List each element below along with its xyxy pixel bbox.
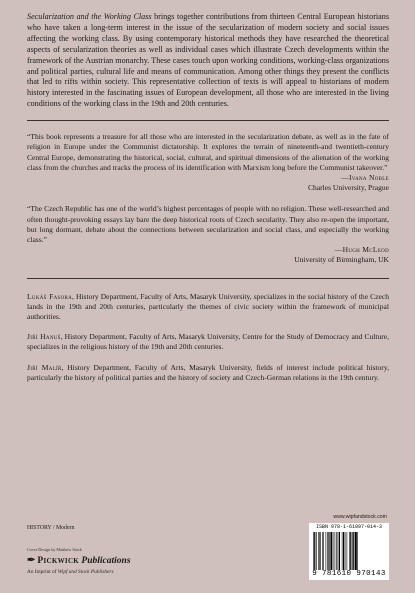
barcode-bar [336, 532, 337, 570]
barcode-bar [329, 532, 330, 570]
imprint-line: An Imprint of Wipf and Stock Publishers [27, 569, 114, 575]
divider [27, 278, 389, 279]
isbn-number: ISBN 978-1-61097-014-3 [315, 524, 382, 530]
bisac-category: HISTORY / Modern [27, 525, 75, 531]
barcode-bar [335, 532, 336, 570]
barcode-bar [338, 532, 339, 570]
barcode-bars [313, 532, 385, 570]
endorsement-quote: “The Czech Republic has one of the world’s highest percentages of people with no religion. These well-researched and often thought-provoking essays lay bare the deep historical roots of Czech secularity. They also re-open the important, but long dormant, debate about the connections between secularization and social class, and especially the working class.” [27, 204, 389, 244]
cover-design-credit: Cover Design by Matthew Stock [27, 547, 82, 552]
barcode-bar [333, 532, 334, 570]
barcode-bar [326, 532, 327, 570]
barcode-bar [350, 532, 351, 570]
description-text: brings together contributions from thirteen Central European historians who have taken a long-term interest in the issue of the secularization of modern society and social issues affecting the working class. By using contemporary historical methods they have researched the theoretical aspects of secularization theories as well as individual cases which illustrate Czech developments within the framework of the Austrian monarchy. These cases touch upon working conditions, working-class organizations and political parties, cultural life and means of communication. Among other things they present the conflicts that led to rifts within society. This representative collection of texts is will appeal to historians of modern history interested in the fascinating issues of European development, all those who are interested in the living conditions of the working class in the 19th and 20th centuries. [27, 12, 389, 109]
endorsement-quote: “This book represents a treasure for all those who are interested in the secularization debate, as well as in the fate of religion in Europe under the Communist dictatorship. It explores the terrain of nineteenth-and twentieth-century Central Europe, demonstrating the historical, social, cultural, and spiritual dimensions of the alienation of the working class from the churches and tracks the process of its identification with Marxism long before the Communist takeover.” [27, 132, 389, 172]
barcode-bar [320, 532, 321, 570]
barcode-digits: 9 781610 970143 [312, 570, 386, 578]
endorser-name: —Hugh McLeod [334, 245, 389, 255]
author-name: Jiří Malíř [27, 362, 62, 372]
endorsement [27, 204, 389, 265]
author-name: Lukáš Fasora [27, 291, 73, 301]
publisher-website: www.wipfandstock.com [333, 514, 387, 520]
barcode-bar [330, 532, 332, 570]
barcode-bar [339, 532, 340, 570]
quill-icon: ✒ [27, 555, 36, 566]
barcode-bar [347, 532, 348, 570]
divider [27, 120, 389, 121]
cover-footer [27, 511, 389, 583]
barcode-bar [313, 532, 314, 570]
barcode-bar [357, 532, 358, 570]
isbn-barcode [309, 523, 389, 580]
barcode-bar [314, 532, 315, 570]
back-cover [27, 12, 389, 383]
barcode-bar [349, 532, 350, 570]
barcode-bar [323, 532, 324, 570]
book-title: Secularization and the Working Class [27, 12, 152, 21]
barcode-bar [352, 532, 353, 570]
barcode-bar [342, 532, 343, 570]
author-name: Jiří Hanuš [27, 332, 61, 342]
publisher-logo: ✒ Pickwick Publications [27, 555, 131, 566]
endorser-affiliation: Charles University, Prague [307, 183, 389, 193]
barcode-bar [345, 532, 346, 570]
book-description [27, 12, 389, 110]
author-bio: Lukáš Fasora, History Department, Faculty of Arts, Masaryk University, specializes in the social history of the Czech lands in the 19th and 20th centuries, particularly the themes of civic society within the framework of municipal authorities. [27, 291, 389, 321]
barcode-bar [322, 532, 323, 570]
barcode-bar [353, 532, 354, 570]
barcode-bar [343, 532, 344, 570]
barcode-bar [318, 532, 319, 570]
endorser-name: —Ivana Noble [341, 172, 389, 182]
author-bio: Jiří Hanuš, History Department, Faculty of Arts, Masaryk University, Centre for the Study of Democracy and Culture, specializes in the religious history of the 19th and 20th centuries. [27, 332, 389, 352]
barcode-bar [327, 532, 328, 570]
endorser-affiliation: University of Birmingham, UK [294, 255, 389, 265]
barcode-bar [316, 532, 317, 570]
barcode-bar [355, 532, 357, 570]
author-bio: Jiří Malíř, History Department, Faculty of Arts, Masaryk University, fields of interest include political history, particularly the history of political parties and the history of society and Czech-German relations in the 19th century. [27, 362, 389, 382]
endorsement [27, 132, 389, 193]
